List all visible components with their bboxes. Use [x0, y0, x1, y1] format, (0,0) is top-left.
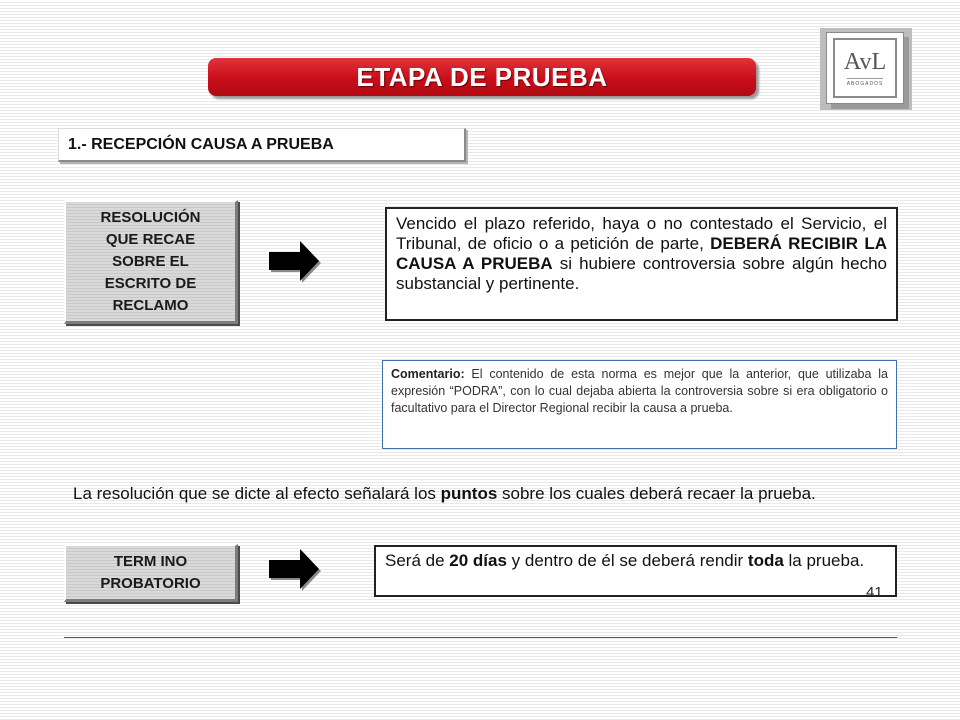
resolucion-line: SOBRE EL	[112, 252, 189, 270]
logo	[833, 38, 897, 98]
comment-box	[382, 360, 897, 449]
page-number: 41	[866, 584, 883, 601]
resolucion-line: QUE RECAE	[105, 230, 196, 248]
resolucion-line: ESCRITO DE	[104, 274, 197, 292]
termino-text-box	[374, 545, 897, 597]
logo-subtitle: ABOGADOS	[847, 78, 884, 87]
right-arrow-icon	[267, 548, 323, 592]
logo-text: AvL	[843, 48, 887, 75]
main-text-bold: DEBERÁ RECIBIR LA CAUSA A PRUEBA	[396, 234, 887, 273]
comment-text: El contenido de esta norma es mejor que la anterior, que utilizaba la expresión “PODRA”, con lo cual dejaba abierta la controversia sobre si era obligatorio o facultativo para el Director Regional recibir la causa a prueba.	[391, 367, 888, 415]
resolucion-line: RECLAMO	[112, 296, 189, 314]
main-text-box	[385, 207, 898, 321]
resolucion-label-box	[64, 200, 238, 324]
footer-divider	[64, 637, 897, 638]
paragraph-part2: sobre los cuales deberá recaer la prueba.	[497, 484, 816, 503]
paragraph-bold: puntos	[440, 484, 498, 503]
termino-text-part1: Será de	[385, 551, 450, 570]
paragraph-part1: La resolución que se dicte al efecto señalará los	[73, 484, 441, 503]
right-arrow-icon	[267, 240, 323, 284]
termino-text-part2: y dentro de él se deberá rendir	[506, 551, 748, 570]
termino-text-part3: la prueba.	[783, 551, 865, 570]
section-heading: 1.- RECEPCIÓN CAUSA A PRUEBA	[58, 128, 466, 162]
termino-line: PROBATORIO	[100, 574, 201, 592]
page-title: ETAPA DE PRUEBA	[208, 58, 756, 96]
termino-text-bold1: 20 días	[449, 551, 507, 570]
resolucion-paragraph	[73, 481, 873, 507]
main-text-part1: Vencido el plazo referido, haya o no contestado el Servicio, el Tribunal, de oficio o a petición de parte,	[396, 214, 887, 253]
termino-line: TERM INO	[113, 552, 188, 570]
resolucion-line: RESOLUCIÓN	[100, 208, 201, 226]
main-text-part2: si hubiere controversia sobre algún hecho substancial y pertinente.	[396, 254, 887, 293]
termino-text-bold2: toda	[747, 551, 784, 570]
termino-probatorio-label-box	[64, 544, 238, 602]
comment-label: Comentario:	[391, 367, 465, 381]
